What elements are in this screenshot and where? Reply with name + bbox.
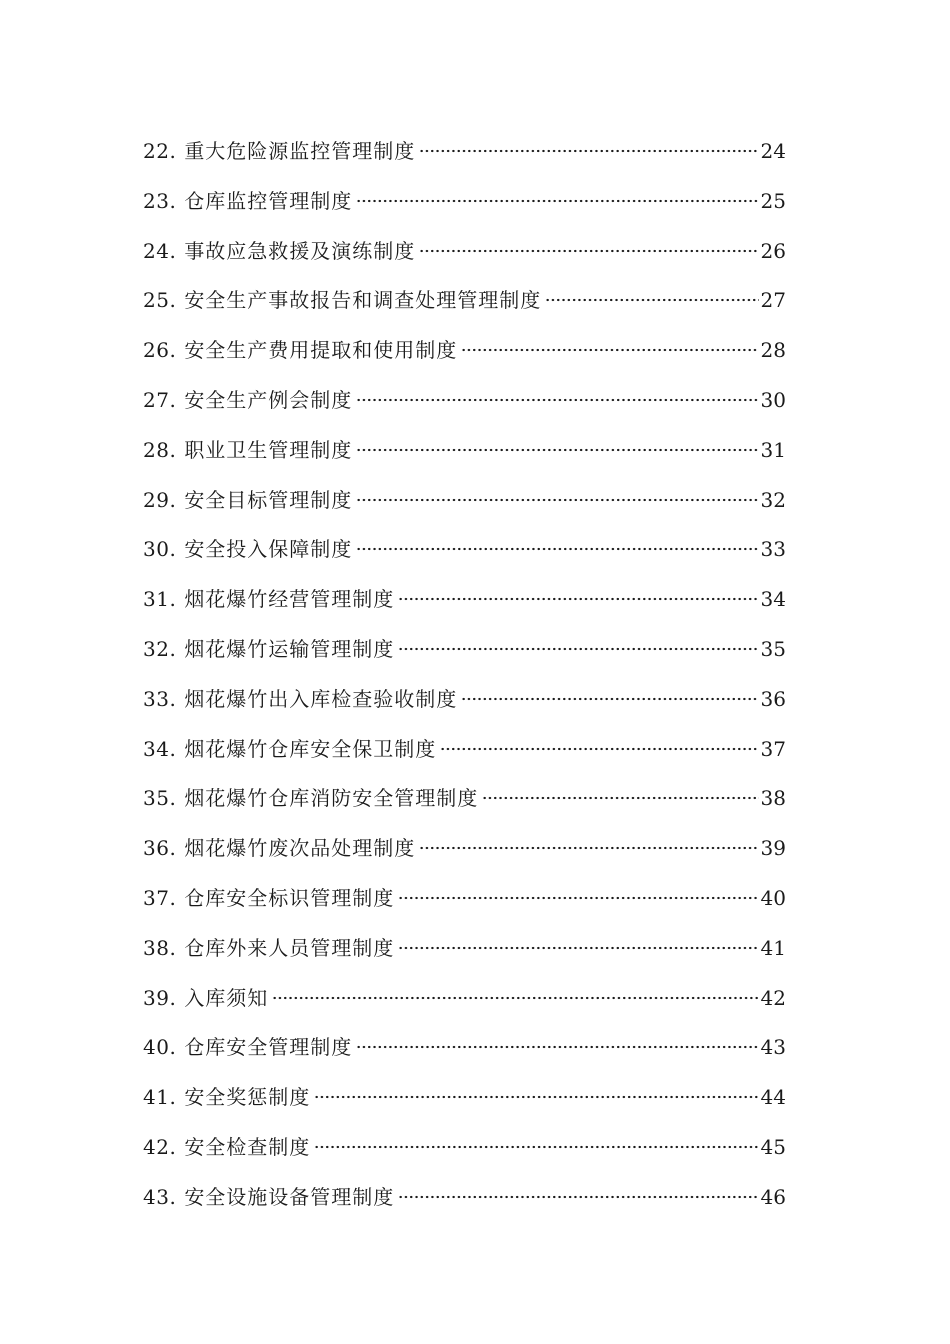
toc-entry-number: 26. <box>143 338 177 363</box>
dot-leader <box>419 149 758 153</box>
toc-entry-page: 25 <box>760 188 786 213</box>
dot-leader <box>356 398 758 402</box>
toc-entry-number: 25. <box>143 288 177 313</box>
dot-leader <box>440 747 758 751</box>
toc-entry-page: 41 <box>760 935 786 960</box>
toc-entry-title: 烟花爆竹仓库安全保卫制度 <box>184 736 437 761</box>
toc-entry[interactable] <box>143 231 786 281</box>
toc-entry[interactable] <box>143 280 786 330</box>
toc-entry-page: 40 <box>760 885 786 910</box>
toc-entry[interactable] <box>143 1127 786 1177</box>
toc-entry-page: 33 <box>760 537 786 562</box>
toc-entry-number: 42. <box>143 1134 177 1159</box>
dot-leader <box>398 1195 758 1199</box>
dot-leader <box>419 846 758 850</box>
toc-entry-title: 烟花爆竹废次品处理制度 <box>184 836 416 861</box>
toc-entry-number: 30. <box>143 537 177 562</box>
toc-entry-title: 仓库监控管理制度 <box>184 188 353 213</box>
toc-entry[interactable] <box>143 679 786 729</box>
dot-leader <box>356 199 758 203</box>
dot-leader <box>356 448 758 452</box>
toc-entry-title: 安全奖惩制度 <box>184 1085 311 1110</box>
toc-entry-number: 23. <box>143 188 177 213</box>
dot-leader <box>482 796 758 800</box>
toc-entry-title: 烟花爆竹仓库消防安全管理制度 <box>184 786 479 811</box>
toc-entry[interactable] <box>143 579 786 629</box>
toc-entry-page: 32 <box>760 487 786 512</box>
toc-entry-title: 烟花爆竹出入库检查验收制度 <box>184 686 458 711</box>
toc-entry[interactable] <box>143 1077 786 1127</box>
toc-entry[interactable] <box>143 629 786 679</box>
toc-entry-number: 39. <box>143 985 177 1010</box>
toc-entry-number: 29. <box>143 487 177 512</box>
toc-entry-title: 事故应急救援及演练制度 <box>184 238 416 263</box>
toc-entry[interactable] <box>143 778 786 828</box>
toc-entry-number: 41. <box>143 1085 177 1110</box>
toc-entry-title: 安全生产事故报告和调查处理管理制度 <box>184 288 542 313</box>
toc-entry-title: 仓库安全管理制度 <box>184 1035 353 1060</box>
toc-entry-page: 37 <box>760 736 786 761</box>
toc-entry-page: 26 <box>760 238 786 263</box>
dot-leader <box>356 1045 758 1049</box>
toc-entry-number: 24. <box>143 238 177 263</box>
toc-entry[interactable] <box>143 1027 786 1077</box>
toc-entry[interactable] <box>143 330 786 380</box>
toc-entry-number: 27. <box>143 387 177 412</box>
toc-entry-number: 31. <box>143 587 177 612</box>
toc-entry-number: 35. <box>143 786 177 811</box>
toc-entry[interactable] <box>143 878 786 928</box>
toc-entry-title: 职业卫生管理制度 <box>184 437 353 462</box>
dot-leader <box>356 498 758 502</box>
dot-leader <box>545 298 758 302</box>
toc-entry-page: 46 <box>760 1184 786 1209</box>
toc-entry[interactable] <box>143 978 786 1028</box>
toc-entry-number: 28. <box>143 437 177 462</box>
toc-entry-page: 27 <box>760 288 786 313</box>
dot-leader <box>356 547 758 551</box>
toc-entry-page: 30 <box>760 387 786 412</box>
toc-entry-title: 烟花爆竹运输管理制度 <box>184 636 395 661</box>
toc-entry-number: 22. <box>143 139 177 163</box>
toc-entry-page: 28 <box>760 338 786 363</box>
toc-entry-number: 40. <box>143 1035 177 1060</box>
toc-entry-title: 入库须知 <box>184 985 269 1010</box>
toc-entry-title: 安全检查制度 <box>184 1134 311 1159</box>
toc-entry[interactable] <box>143 1177 786 1227</box>
toc-entry-title: 安全目标管理制度 <box>184 487 353 512</box>
dot-leader <box>398 896 758 900</box>
toc-entry-title: 仓库外来人员管理制度 <box>184 935 395 960</box>
toc-entry-page: 44 <box>760 1085 786 1110</box>
toc-entry[interactable] <box>143 131 786 181</box>
dot-leader <box>314 1095 758 1099</box>
toc-entry-page: 45 <box>760 1134 786 1159</box>
toc-entry-title: 安全生产例会制度 <box>184 387 353 412</box>
toc-entry-title: 烟花爆竹经营管理制度 <box>184 587 395 612</box>
toc-entry-page: 38 <box>760 786 786 811</box>
toc-entry-page: 39 <box>760 836 786 861</box>
toc-entry-number: 43. <box>143 1184 177 1209</box>
toc-entry-title: 仓库安全标识管理制度 <box>184 885 395 910</box>
dot-leader <box>398 946 758 950</box>
toc-entry[interactable] <box>143 181 786 231</box>
dot-leader <box>272 996 758 1000</box>
dot-leader <box>398 597 758 601</box>
toc-entry-page: 24 <box>760 139 786 163</box>
toc-entry-number: 33. <box>143 686 177 711</box>
toc-entry[interactable] <box>143 529 786 579</box>
dot-leader <box>419 249 758 253</box>
toc-entry[interactable] <box>143 430 786 480</box>
toc-entry[interactable] <box>143 480 786 530</box>
toc-entry[interactable] <box>143 380 786 430</box>
toc-entry-number: 37. <box>143 885 177 910</box>
toc-entry-number: 38. <box>143 935 177 960</box>
toc-entry-title: 安全设施设备管理制度 <box>184 1184 395 1209</box>
toc-entry-number: 32. <box>143 636 177 661</box>
toc-entry[interactable] <box>143 729 786 779</box>
toc-entry[interactable] <box>143 828 786 878</box>
dot-leader <box>461 697 758 701</box>
toc-entry-page: 34 <box>760 587 786 612</box>
toc-entry-page: 42 <box>760 985 786 1010</box>
toc-entry-page: 31 <box>760 437 786 462</box>
toc-entry-title: 安全生产费用提取和使用制度 <box>184 338 458 363</box>
dot-leader <box>314 1145 758 1149</box>
toc-entry-page: 36 <box>760 686 786 711</box>
toc-entry-number: 36. <box>143 836 177 861</box>
toc-entry-page: 43 <box>760 1035 786 1060</box>
dot-leader <box>461 348 758 352</box>
toc-entry-title: 安全投入保障制度 <box>184 537 353 562</box>
toc-entry-title: 重大危险源监控管理制度 <box>184 139 416 163</box>
toc-entry-page: 35 <box>760 636 786 661</box>
toc-entry[interactable] <box>143 928 786 978</box>
dot-leader <box>398 647 758 651</box>
toc-entry-number: 34. <box>143 736 177 761</box>
table-of-contents <box>143 131 786 1227</box>
